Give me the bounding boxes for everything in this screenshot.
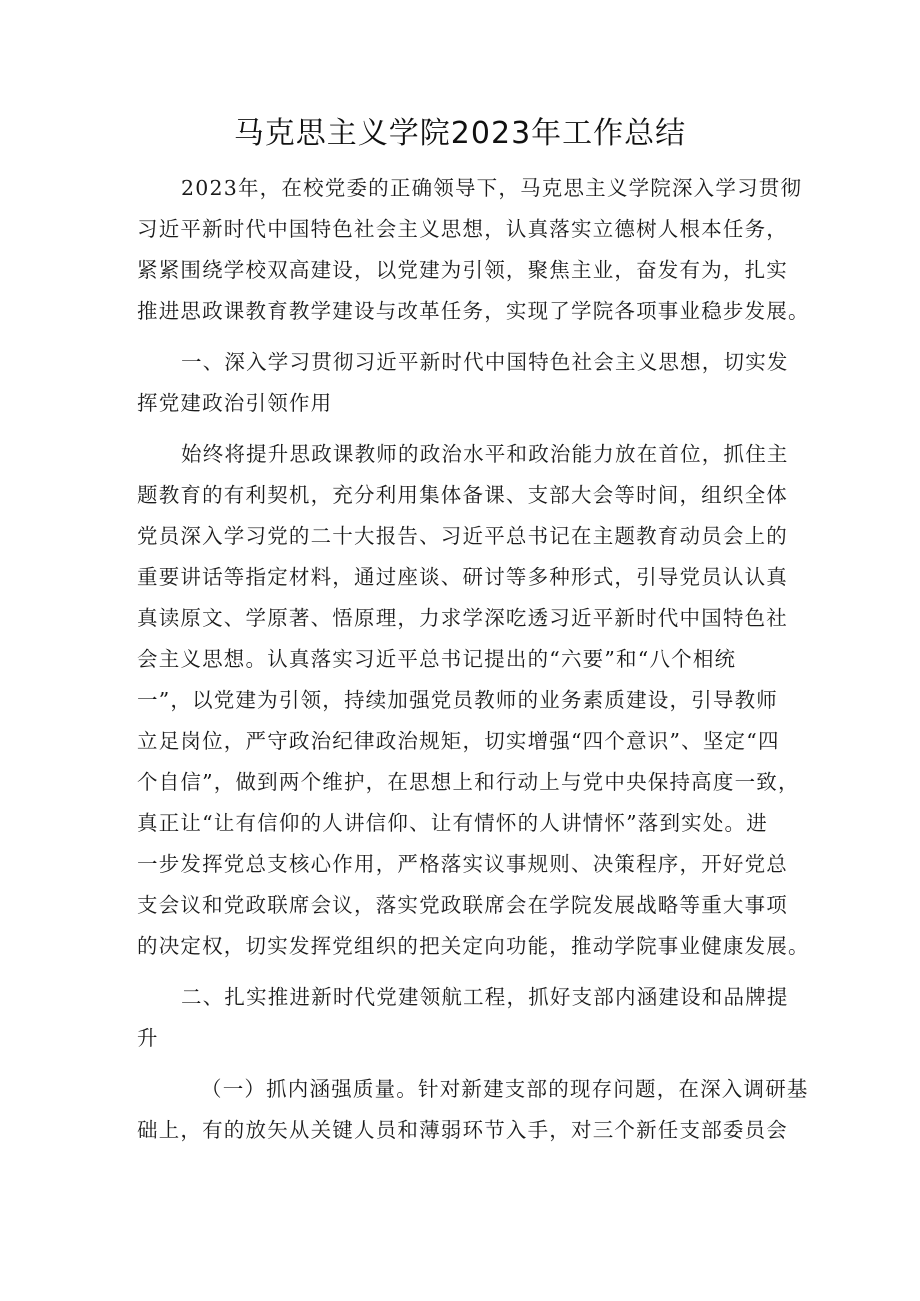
text-line: 紧紧围绕学校双高建设，以党建为引领，聚焦主业，奋发有为，扎实 [137, 258, 788, 282]
text-line: 题教育的有利契机，充分利用集体备课、支部大会等时间，组织全体 [137, 483, 788, 507]
text-line: 党员深入学习党的二十大报告、习近平总书记在主题教育动员会上的 [137, 524, 788, 548]
text-line: 的决定权，切实发挥党组织的把关定向功能，推动学院事业健康发展。 [137, 934, 810, 958]
text-line: 真正让“让有信仰的人讲信仰、让有情怀的人讲情怀”落到实处。进 [137, 811, 768, 835]
text-line: 础上，有的放矢从关键人员和薄弱环节入手，对三个新任支部委员会 [137, 1118, 788, 1142]
text-line: 一、深入学习贯彻习近平新时代中国特色社会主义思想，切实发 [181, 350, 789, 374]
text-line: 个自信”，做到两个维护，在思想上和行动上与党中央保持高度一致， [137, 770, 800, 794]
subsection-1-paragraph [137, 1069, 809, 1151]
text-line: 支会议和党政联席会议，落实党政联席会在学院发展战略等重大事项 [137, 893, 788, 917]
text-line: 始终将提升思政课教师的政治水平和政治能力放在首位，抓住主 [181, 442, 789, 466]
text-line: （一）抓内涵强质量。针对新建支部的现存问题，在深入调研基 [201, 1077, 809, 1101]
text-line: 重要讲话等指定材料，通过座谈、研讨等多种形式，引导党员认认真 [137, 565, 788, 589]
text-line: 会主义思想。认真落实习近平总书记提出的“六要”和“八个相统 [137, 647, 737, 671]
document-body [137, 168, 810, 1151]
text-line: 挥党建政治引领作用 [137, 391, 333, 415]
text-line: 2023年，在校党委的正确领导下，马克思主义学院深入学习贯彻 [181, 176, 803, 200]
text-line: 推进思政课教育教学建设与改革任务，实现了学院各项事业稳步发展。 [137, 299, 810, 323]
text-line: 二、扎实推进新时代党建领航工程，抓好支部内涵建设和品牌提 [181, 985, 789, 1009]
section-1-paragraph [137, 434, 810, 967]
text-line: 真读原文、学原著、悟原理，力求学深吃透习近平新时代中国特色社 [137, 606, 788, 630]
text-line: 升 [137, 1026, 159, 1050]
section-heading-2 [137, 977, 797, 1059]
text-line: 一步发挥党总支核心作用，严格落实议事规则、决策程序，开好党总 [137, 852, 788, 876]
document-title: 马克思主义学院2023年工作总结 [233, 116, 687, 151]
section-heading-1 [137, 342, 797, 424]
text-line: 一”，以党建为引领，持续加强党员教师的业务素质建设，引导教师 [137, 688, 778, 712]
intro-paragraph [137, 168, 810, 332]
text-line: 习近平新时代中国特色社会主义思想，认真落实立德树人根本任务， [137, 217, 788, 241]
text-line: 立足岗位，严守政治纪律政治规矩，切实增强“四个意识”、坚定“四 [137, 729, 780, 753]
